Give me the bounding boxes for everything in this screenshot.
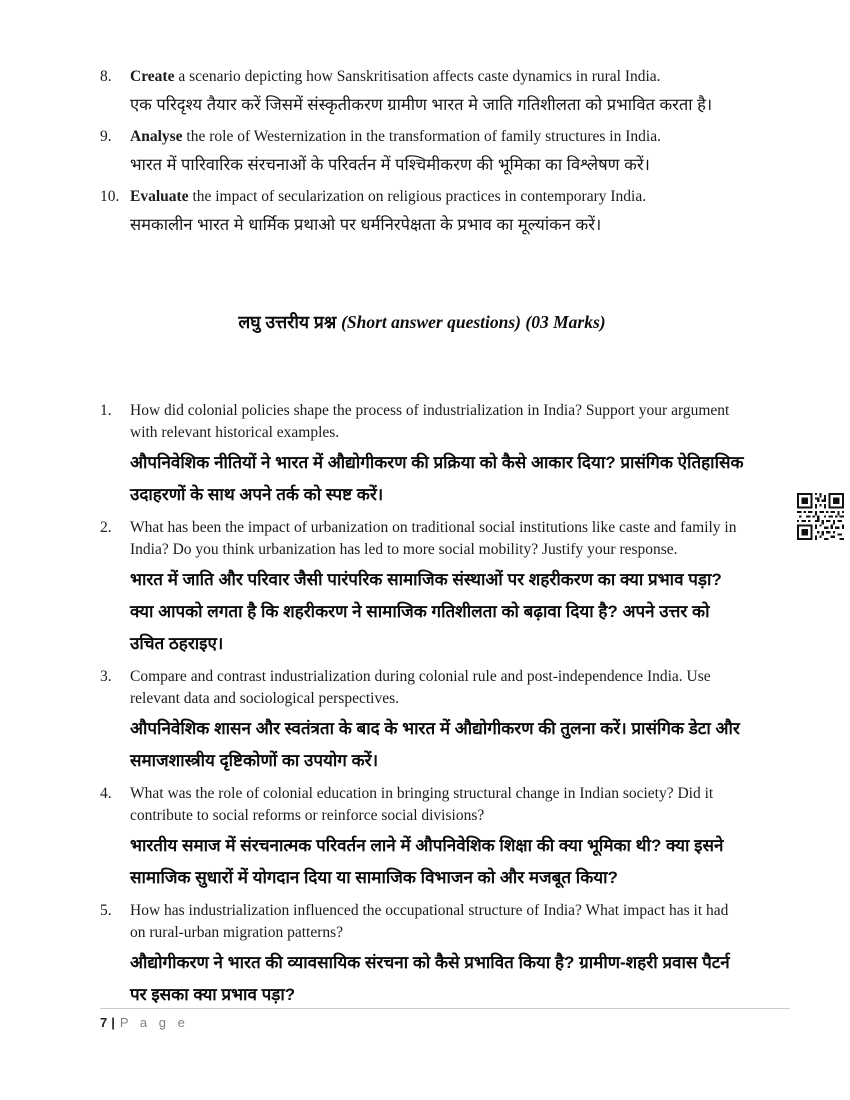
- question-hindi: एक परिदृश्य तैयार करें जिसमें संस्कृतीकरण ग्रामीण भारत मे जाति गतिशीलता को प्रभावित करता है।: [130, 96, 713, 114]
- question-body: [130, 126, 744, 180]
- question-english-rest: the role of Westernization in the transformation of family structures in India.: [182, 128, 661, 145]
- question-number: 2.: [100, 519, 112, 536]
- question-hindi: औपनिवेशिक नीतियों ने भारत में औद्योगीकरण की प्रक्रिया को कैसे आकार दिया? प्रासंगिक ऐतिहासिक उदाहरणों के साथ अपने तर्क को स्पष्ट करें।: [130, 453, 744, 504]
- short-question-4: [100, 783, 744, 894]
- long-question-10: [100, 186, 744, 240]
- question-number: 5.: [100, 902, 112, 919]
- question-verb: Create: [130, 68, 175, 85]
- section-heading: [100, 310, 744, 334]
- question-hindi: औपनिवेशिक शासन और स्वतंत्रता के बाद के भारत में औद्योगीकरण की तुलना करें। प्रासंगिक डेटा और समाजशास्त्रीय दृष्टिकोणों का उपयोग करें।: [130, 719, 740, 770]
- question-verb: Analyse: [130, 128, 183, 145]
- section-heading-hindi: लघु उत्तरीय प्रश्न: [238, 312, 342, 332]
- question-english: What was the role of colonial education in bringing structural change in Indian society? Did it contribute to social reforms or reinforce social divisions?: [130, 785, 714, 824]
- question-number: 3.: [100, 668, 112, 685]
- qr-code-icon: [797, 493, 844, 540]
- question-body: [130, 66, 744, 120]
- question-english-rest: the impact of secularization on religious practices in contemporary India.: [188, 188, 647, 205]
- question-body: [130, 400, 744, 511]
- question-number: 9.: [100, 128, 112, 145]
- question-number: 4.: [100, 785, 112, 802]
- question-body: [130, 900, 744, 1011]
- question-hindi: भारतीय समाज में संरचनात्मक परिवर्तन लाने में औपनिवेशिक शिक्षा की क्या भूमिका थी? क्या इसने सामाजिक सुधारों में योगदान दिया या सामाजिक विभाजन को और मजबूत किया?: [130, 836, 724, 887]
- question-english: [130, 126, 744, 148]
- question-body: [130, 517, 744, 660]
- long-question-8: [100, 66, 744, 120]
- question-hindi: भारत में पारिवारिक संरचनाओं के परिवर्तन में पश्चिमीकरण की भूमिका का विश्लेषण करें।: [130, 156, 650, 174]
- question-number: 1.: [100, 402, 112, 419]
- question-body: [130, 666, 744, 777]
- question-hindi: भारत में जाति और परिवार जैसी पारंपरिक सामाजिक संस्थाओं पर शहरीकरण का क्या प्रभाव पड़ा? क्या आपको लगता है कि शहरीकरण ने सामाजिक गतिशीलता को बढ़ावा दिया है? अपने उत्तर को उचित ठहराइए।: [130, 570, 722, 653]
- question-english: [130, 186, 744, 208]
- question-english: How has industrialization influenced the occupational structure of India? What impact has it had on rural-urban migration patterns?: [130, 902, 729, 941]
- footer-separator: |: [111, 1015, 115, 1030]
- question-body: [130, 186, 744, 240]
- section-heading-english: (Short answer questions) (03 Marks): [341, 312, 606, 332]
- short-question-3: [100, 666, 744, 777]
- question-english: How did colonial policies shape the process of industrialization in India? Support your argument with relevant historical examples.: [130, 402, 730, 441]
- question-hindi: समकालीन भारत मे धार्मिक प्रथाओ पर धर्मनिरपेक्षता के प्रभाव का मूल्यांकन करें।: [130, 216, 602, 234]
- long-question-9: [100, 126, 744, 180]
- question-english: What has been the impact of urbanization on traditional social institutions like caste and family in India? Do you think urbanization has led to more social mobility? Justify your response.: [130, 519, 737, 558]
- page-number: 7: [100, 1015, 108, 1030]
- question-english: Compare and contrast industrialization during colonial rule and post-independence India. Use relevant data and sociological perspectives.: [130, 668, 711, 707]
- short-question-1: [100, 400, 744, 511]
- short-question-2: [100, 517, 744, 660]
- question-english-rest: a scenario depicting how Sanskritisation affects caste dynamics in rural India.: [174, 68, 661, 85]
- question-number: 8.: [100, 68, 112, 85]
- footer-page-label: P a g e: [119, 1015, 189, 1030]
- question-verb: Evaluate: [130, 188, 189, 205]
- question-hindi: औद्योगीकरण ने भारत की व्यावसायिक संरचना को कैसे प्रभावित किया है? ग्रामीण-शहरी प्रवास पैटर्न पर इसका क्या प्रभाव पड़ा?: [130, 953, 730, 1004]
- question-body: [130, 783, 744, 894]
- page-footer: [100, 1008, 790, 1030]
- question-english: [130, 66, 744, 88]
- question-number: 10.: [100, 188, 120, 205]
- short-question-5: [100, 900, 744, 1011]
